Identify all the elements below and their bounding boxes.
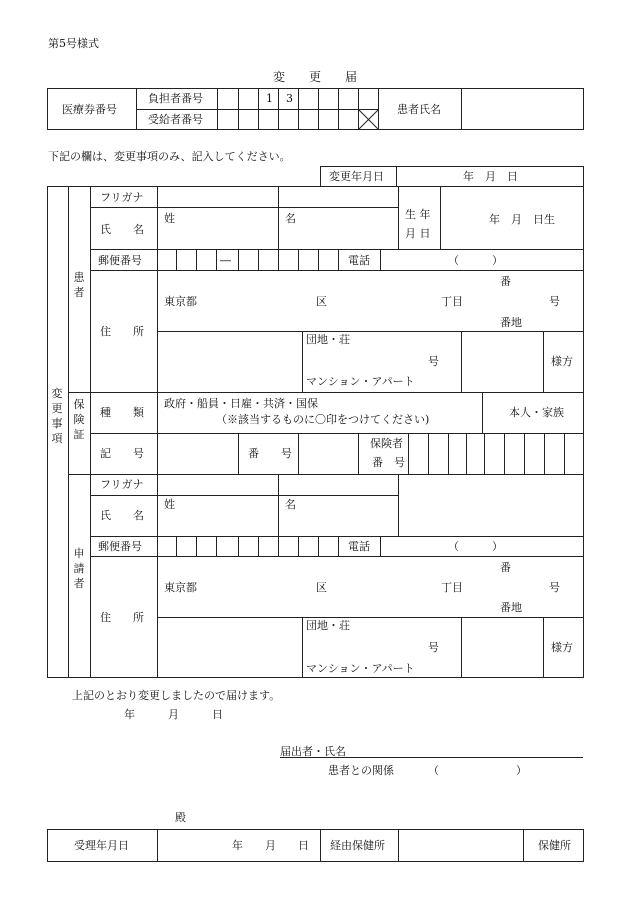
patient-samakata: 様方 (551, 355, 573, 368)
col-rule-50 (524, 433, 525, 474)
col-rule-33 (380, 249, 381, 270)
col-rule-41 (238, 433, 239, 474)
row-rule-56 (157, 617, 584, 618)
col-rule-62 (216, 536, 217, 556)
applicant-ku: 区 (316, 581, 327, 594)
row-rule-54 (90, 536, 584, 537)
col-rule-7 (318, 88, 319, 130)
col-rule-65 (278, 536, 279, 556)
applicant-tokyo: 東京都 (164, 581, 197, 594)
patient-birth-value: 年 月 日生 (489, 213, 555, 226)
row-rule-53 (90, 495, 398, 496)
applicant-given-label: 名 (285, 498, 296, 511)
col-rule-66 (298, 536, 299, 556)
via-label: 経由保健所 (330, 839, 385, 852)
applicant-samakata: 様方 (551, 641, 573, 654)
patient-furigana-label: フリガナ (100, 191, 144, 204)
form-number: 第5号様式 (48, 37, 99, 50)
applicant-phone-paren: （ ） (448, 540, 503, 553)
patient-postal-dash: ― (220, 254, 231, 267)
col-rule-43 (358, 433, 359, 474)
patient-name-row-label: 氏 名 (100, 223, 144, 236)
patient-postal-label: 郵便番号 (98, 254, 142, 267)
col-rule-11 (461, 88, 462, 130)
applicant-ban: 番 (500, 561, 511, 574)
col-rule-20 (157, 186, 158, 392)
col-rule-12 (396, 166, 397, 186)
col-rule-21 (278, 186, 279, 249)
col-rule-70 (302, 617, 303, 678)
row-rule-1 (136, 109, 378, 110)
submitter-line (280, 757, 583, 758)
insurer-label: 保険者 (370, 437, 403, 450)
insurance-circle-note: （※該当するものに〇印をつけてください) (216, 413, 430, 426)
payer-digit-3: 1 (266, 92, 273, 105)
ticket-label: 医療券番号 (62, 103, 117, 116)
col-rule-25 (196, 249, 197, 270)
patient-tokyo: 東京都 (164, 295, 197, 308)
col-rule-52 (564, 433, 565, 474)
crossed-cell (358, 109, 379, 130)
applicant-surname-label: 姓 (164, 498, 175, 511)
addressee-dono: 殿 (175, 811, 186, 824)
col-rule-60 (176, 536, 177, 556)
col-rule-34 (302, 331, 303, 392)
col-rule-27 (238, 249, 239, 270)
col-rule-61 (196, 536, 197, 556)
applicant-name-row-label: 氏 名 (100, 509, 144, 522)
applicant-chome: 丁目 (441, 581, 463, 594)
col-rule-58 (278, 474, 279, 536)
patient-ban: 番 (500, 275, 511, 288)
col-rule-76 (523, 829, 524, 862)
col-rule-45 (428, 433, 429, 474)
applicant-go2: 号 (428, 641, 439, 654)
payer-label: 負担者番号 (148, 92, 203, 105)
applicant-section-label: 申請者 (73, 547, 85, 590)
applicant-banchi: 番地 (500, 601, 522, 614)
applicant-phone-label: 電話 (348, 540, 370, 553)
col-rule-6 (298, 88, 299, 130)
recipient-label: 受給者番号 (148, 113, 203, 126)
col-rule-72 (543, 617, 544, 678)
declaration-date: 年 月 日 (124, 708, 223, 721)
col-rule-3 (238, 88, 239, 130)
col-rule-29 (278, 249, 279, 270)
patient-given-label: 名 (285, 212, 296, 225)
payer-digit-4: 3 (286, 92, 293, 105)
side-label: 変更事項 (51, 387, 63, 445)
col-rule-44 (408, 433, 409, 474)
submitter-label: 届出者・氏名 (280, 745, 346, 758)
col-rule-22 (398, 186, 399, 249)
col-rule-13 (68, 186, 69, 678)
col-rule-8 (338, 88, 339, 130)
col-rule-57 (157, 474, 158, 678)
col-rule-48 (484, 433, 485, 474)
insurance-number-label: 番 号 (248, 447, 292, 460)
col-rule-26 (216, 249, 217, 270)
patient-phone-paren: （ ） (448, 254, 503, 267)
relation-label: 患者との関係 (328, 764, 394, 777)
col-rule-5 (278, 88, 279, 130)
col-rule-71 (461, 617, 462, 678)
col-rule-32 (338, 249, 339, 270)
col-rule-47 (466, 433, 467, 474)
row-rule-55 (90, 556, 584, 557)
received-date: 年 月 日 (232, 839, 309, 852)
patient-go: 号 (549, 295, 560, 308)
row-rule-15 (90, 207, 398, 208)
col-rule-4 (258, 88, 259, 130)
row-rule-17 (90, 270, 584, 271)
insurance-kind-label: 種 類 (100, 406, 144, 419)
insurance-self-family: 本人・家族 (509, 406, 564, 419)
patient-address-label: 住 所 (100, 325, 144, 338)
applicant-address-label: 住 所 (100, 611, 144, 624)
col-rule-67 (318, 536, 319, 556)
relation-paren: （ ） (428, 764, 527, 777)
change-date-label: 変更年月日 (329, 170, 384, 183)
col-rule-36 (543, 331, 544, 392)
col-rule-39 (157, 392, 158, 474)
patient-danchi: 団地・荘 (306, 333, 350, 346)
patient-mansion: マンション・アパート (306, 375, 415, 388)
applicant-postal-label: 郵便番号 (98, 540, 142, 553)
col-rule-49 (504, 433, 505, 474)
col-rule-63 (238, 536, 239, 556)
insurance-kinds-text: 政府・船員・日雇・共済・国保 (164, 397, 318, 410)
col-rule-23 (440, 186, 441, 249)
applicant-danchi: 団地・荘 (306, 619, 350, 632)
col-rule-73 (157, 829, 158, 862)
col-rule-75 (398, 829, 399, 862)
form-title: 変 更 届 (273, 70, 358, 84)
insurer-number-label: 番 号 (372, 456, 405, 469)
col-rule-69 (380, 536, 381, 556)
patient-surname-label: 姓 (164, 212, 175, 225)
col-rule-42 (298, 433, 299, 474)
patient-ku: 区 (316, 295, 327, 308)
col-rule-64 (258, 536, 259, 556)
col-rule-68 (338, 536, 339, 556)
row-rule-38 (68, 474, 584, 475)
col-rule-40 (482, 392, 483, 433)
patient-chome: 丁目 (441, 295, 463, 308)
row-rule-16 (90, 249, 584, 250)
applicant-mansion: マンション・アパート (306, 662, 415, 675)
insurance-mark-label: 記 号 (100, 447, 144, 460)
col-rule-35 (461, 331, 462, 392)
col-rule-2 (217, 88, 218, 130)
change-date-value: 年 月 日 (463, 170, 518, 183)
patient-birth-label: 生 年 月 日 (405, 208, 431, 240)
col-rule-31 (318, 249, 319, 270)
patient-name-label: 患者氏名 (397, 103, 441, 116)
patient-phone-label: 電話 (348, 254, 370, 267)
row-rule-19 (68, 392, 584, 393)
row-rule-37 (90, 433, 584, 434)
patient-go2: 号 (428, 355, 439, 368)
col-rule-28 (258, 249, 259, 270)
applicant-go: 号 (549, 581, 560, 594)
row-rule-18 (157, 331, 584, 332)
patient-section-label: 患者 (73, 271, 85, 299)
col-rule-59 (398, 474, 399, 536)
col-rule-14 (90, 186, 91, 678)
health-center-label: 保健所 (538, 839, 571, 852)
col-rule-74 (320, 829, 321, 862)
applicant-furigana-label: フリガナ (100, 478, 144, 491)
received-label: 受理年月日 (74, 839, 129, 852)
patient-banchi: 番地 (500, 316, 522, 329)
col-rule-24 (176, 249, 177, 270)
declaration: 上記のとおり変更しましたので届けます。 (72, 689, 281, 702)
col-rule-46 (448, 433, 449, 474)
instruction: 下記の欄は、変更事項のみ、記入してください。 (48, 150, 291, 163)
col-rule-30 (298, 249, 299, 270)
insurance-section-label: 保険証 (73, 398, 85, 441)
col-rule-51 (544, 433, 545, 474)
